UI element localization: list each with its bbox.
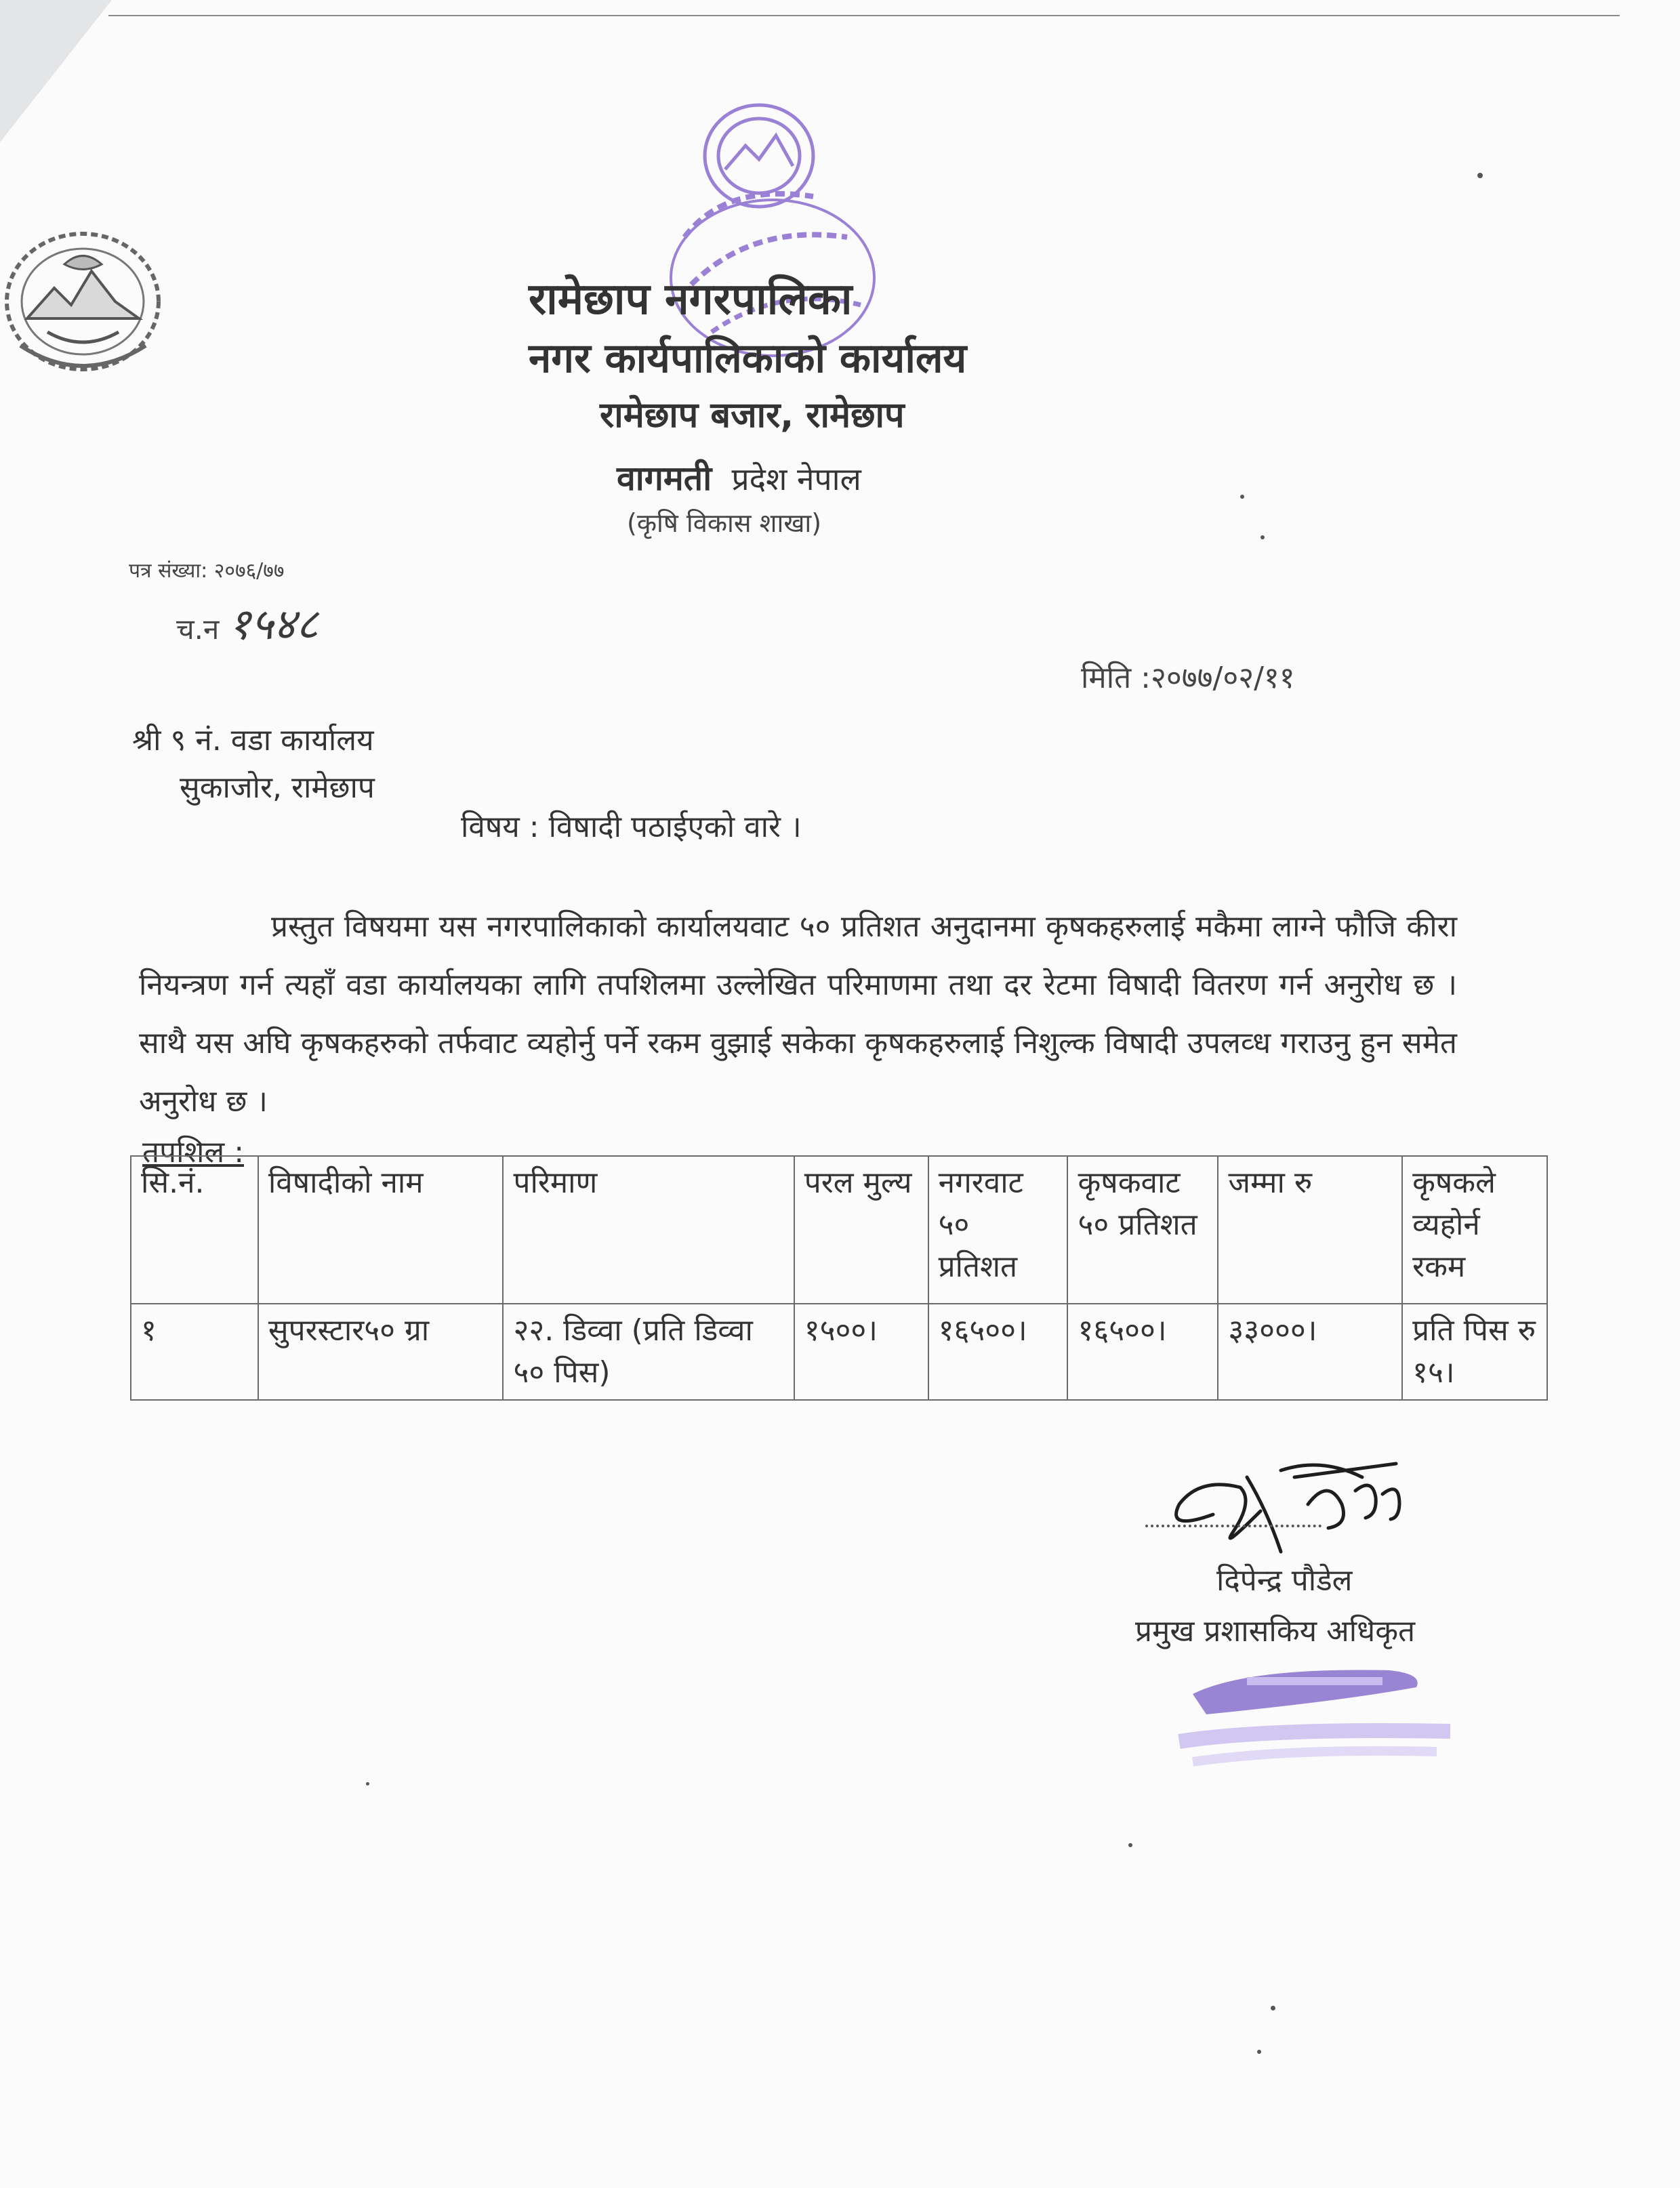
- annex-label: तपशिल :: [142, 1135, 245, 1170]
- table-cell: १५००।: [794, 1304, 928, 1400]
- letter-date: मिति :२०७७/०२/११: [1081, 661, 1295, 695]
- table-cell: १६५००।: [928, 1304, 1068, 1400]
- table-cell: २२. डिव्वा (प्रति डिव्वा ५० पिस): [503, 1304, 794, 1400]
- officer-name-stamp: [1166, 1653, 1491, 1789]
- scan-speck: [1271, 2006, 1275, 2010]
- table-cell: १६५००।: [1067, 1304, 1218, 1400]
- scan-speck: [1477, 173, 1483, 178]
- letter-body: प्रस्तुत विषयमा यस नगरपालिकाको कार्यालयवाट ५० प्रतिशत अनुदानमा कृषकहरुलाई मकैमा लाग्ने फौजि कीरा नियन्त्रण गर्न त्यहाँ वडा कार्यालयका लागि तपशिलमा उल्लेखित परिमाणमा तथा दर रेटमा विषादी वितरण गर्न अनुरोध छ । साथै यस अघि कृषकहरुको तर्फवाट व्यहोर्नु पर्ने रकम वुझाई सकेका कृषकहरुलाई निशुल्क विषादी उपलव्ध गराउनु हुन समेत अनुरोध छ ।: [139, 909, 1457, 1119]
- page-fold-corner: [0, 0, 112, 142]
- scan-speck: [1261, 535, 1265, 539]
- top-border-line: [108, 15, 1620, 16]
- signatory-name: दिपेन्द्र पौडेल: [1216, 1563, 1353, 1598]
- scan-speck: [1257, 2050, 1261, 2054]
- scan-speck: [366, 1782, 369, 1786]
- table-row: [131, 1304, 1547, 1400]
- letterhead-address: रामेछाप बजार, रामेछाप: [600, 395, 905, 436]
- recipient-office: श्री ९ नं. वडा कार्यालय: [132, 723, 374, 758]
- handwritten-signature: [1139, 1450, 1491, 1559]
- table-header-row: [131, 1156, 1547, 1304]
- signatory-title: प्रमुख प्रशासकिय अधिकृत: [1135, 1614, 1416, 1649]
- col-header: परल मुल्य: [794, 1156, 928, 1304]
- scan-speck: [1240, 495, 1244, 499]
- distribution-table: [130, 1155, 1548, 1401]
- recipient-address: सुकाजोर, रामेछाप: [180, 770, 375, 805]
- table-cell: प्रति पिस रु १५।: [1402, 1304, 1547, 1400]
- letterhead-office: नगर कार्यपालिकाको कार्यालय: [529, 335, 967, 382]
- province-suffix: प्रदेश नेपाल: [731, 461, 861, 497]
- letter-subject: विषय : विषादी पठाईएको वारे ।: [461, 810, 802, 844]
- letterhead-branch: (कृषि विकास शाखा): [627, 508, 822, 538]
- col-header: नगरवाट ५० प्रतिशत: [928, 1156, 1068, 1304]
- signature-dotted-line: [1145, 1525, 1322, 1527]
- dispatch-number: [176, 593, 319, 652]
- table-cell: ३३०००।: [1218, 1304, 1402, 1400]
- table-cell: १: [131, 1304, 258, 1400]
- col-header: जम्मा रु: [1218, 1156, 1402, 1304]
- province-name: वागमती: [617, 459, 712, 498]
- letter-number: पत्र संख्या: २०७६/७७: [129, 559, 285, 583]
- nepal-emblem-icon: [0, 224, 166, 379]
- dispatch-label: च.न: [176, 613, 220, 646]
- col-header: परिमाण: [503, 1156, 794, 1304]
- dispatch-value: १५४८: [228, 600, 319, 650]
- scan-speck: [1128, 1843, 1132, 1847]
- col-header: कृषकवाट ५० प्रतिशत: [1067, 1156, 1218, 1304]
- letterhead-municipality: रामेछाप नगरपालिका: [529, 274, 853, 325]
- col-header: विषादीको नाम: [258, 1156, 504, 1304]
- table-cell: सुपरस्टार५० ग्रा: [258, 1304, 504, 1400]
- col-header: कृषकले व्यहोर्न रकम: [1402, 1156, 1547, 1304]
- col-header: सि.नं.: [131, 1156, 258, 1304]
- letterhead-province: [617, 454, 861, 500]
